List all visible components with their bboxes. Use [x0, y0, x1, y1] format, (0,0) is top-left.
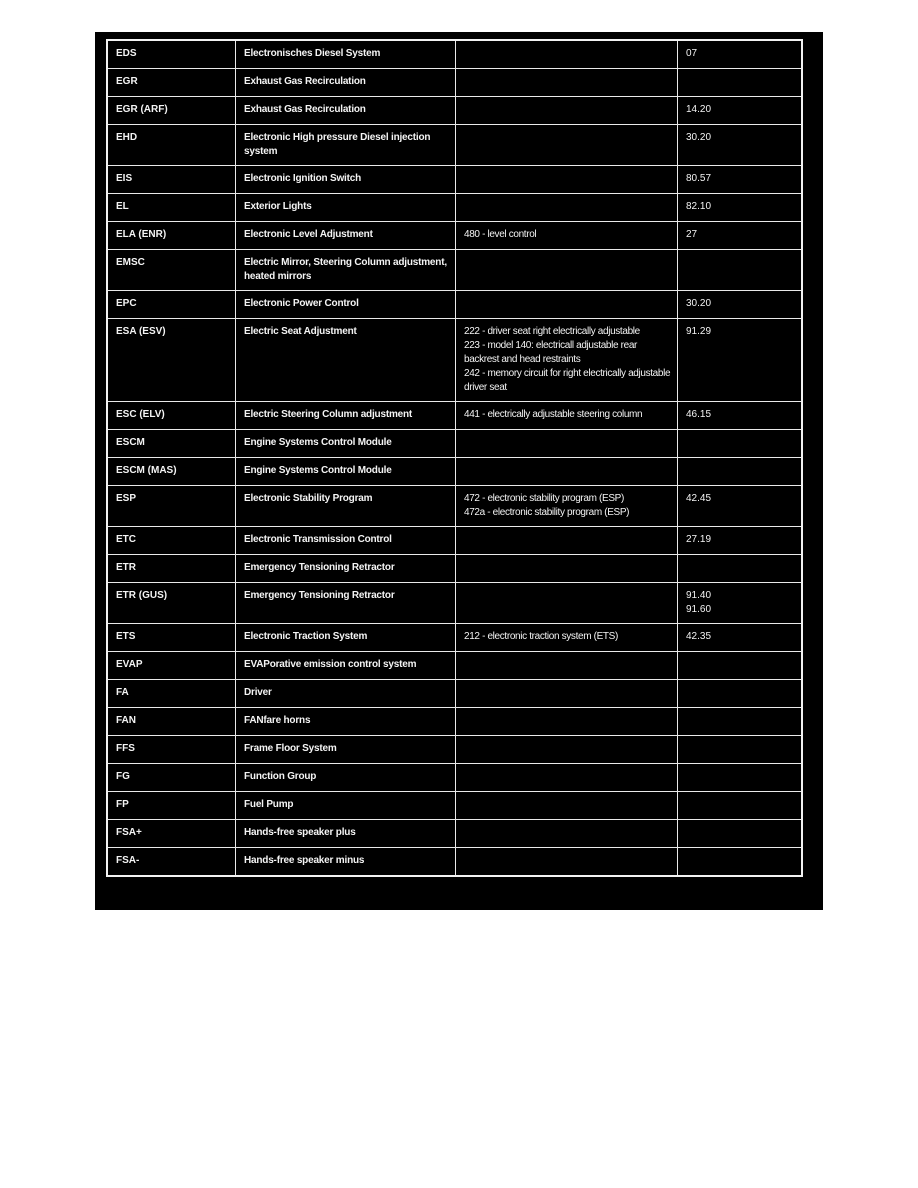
description-cell: Electric Mirror, Steering Column adjustment, heated mirrors: [236, 250, 456, 290]
table-row: [108, 166, 801, 194]
abbreviation-cell: FAN: [108, 708, 236, 735]
details-cell: [456, 458, 678, 485]
table-row: [108, 194, 801, 222]
group-number-cell: [678, 792, 801, 819]
group-number-cell: [678, 319, 801, 401]
description-cell: Electronic Power Control: [236, 291, 456, 318]
table-row: [108, 222, 801, 250]
description-cell: EVAPorative emission control system: [236, 652, 456, 679]
group-number-cell: [678, 764, 801, 791]
table-row: [108, 764, 801, 792]
group-number-cell: [678, 527, 801, 554]
details-cell: [456, 97, 678, 124]
table-row: [108, 652, 801, 680]
table-row: [108, 583, 801, 624]
group-number-cell: [678, 458, 801, 485]
abbreviation-cell: ESCM (MAS): [108, 458, 236, 485]
description-cell: Driver: [236, 680, 456, 707]
table-row: [108, 125, 801, 166]
details-cell: [456, 402, 678, 429]
group-number-line: 14.20: [686, 104, 712, 115]
group-number-cell: [678, 652, 801, 679]
details-cell: [456, 652, 678, 679]
details-cell: [456, 250, 678, 290]
group-number-line: 91.60: [686, 604, 712, 615]
details-cell: [456, 624, 678, 651]
description-cell: Function Group: [236, 764, 456, 791]
group-number-line: 46.15: [686, 409, 712, 420]
group-number-cell: [678, 125, 801, 165]
abbreviation-cell: ESA (ESV): [108, 319, 236, 401]
description-cell: Electric Steering Column adjustment: [236, 402, 456, 429]
details-cell: [456, 555, 678, 582]
table-row: [108, 291, 801, 319]
details-cell: [456, 820, 678, 847]
abbreviation-cell: EPC: [108, 291, 236, 318]
table-row: [108, 680, 801, 708]
table-row: [108, 402, 801, 430]
abbreviation-cell: ESP: [108, 486, 236, 526]
abbreviation-cell: EGR (ARF): [108, 97, 236, 124]
group-number-line: 07: [686, 48, 698, 59]
details-cell: [456, 166, 678, 193]
abbreviation-cell: ETC: [108, 527, 236, 554]
abbreviation-cell: EHD: [108, 125, 236, 165]
abbreviation-cell: FSA+: [108, 820, 236, 847]
table-row: [108, 624, 801, 652]
table-row: [108, 736, 801, 764]
group-number-line: 91.29: [686, 326, 712, 337]
table-row: [108, 848, 801, 875]
group-number-cell: [678, 402, 801, 429]
group-number-cell: [678, 69, 801, 96]
description-cell: Engine Systems Control Module: [236, 458, 456, 485]
table-row: [108, 792, 801, 820]
details-cell: [456, 41, 678, 68]
description-cell: Exterior Lights: [236, 194, 456, 221]
group-number-line: 27: [686, 229, 698, 240]
table-row: [108, 486, 801, 527]
details-cell: [456, 764, 678, 791]
group-number-line: 42.35: [686, 631, 712, 642]
group-number-cell: [678, 41, 801, 68]
description-cell: Exhaust Gas Recirculation: [236, 69, 456, 96]
table-row: [108, 430, 801, 458]
group-number-cell: [678, 222, 801, 249]
details-cell: [456, 848, 678, 875]
group-number-cell: [678, 680, 801, 707]
description-cell: Fuel Pump: [236, 792, 456, 819]
details-cell: [456, 430, 678, 457]
group-number-cell: [678, 848, 801, 875]
group-number-cell: [678, 166, 801, 193]
group-number-cell: [678, 250, 801, 290]
table-row: [108, 69, 801, 97]
abbreviation-cell: EGR: [108, 69, 236, 96]
group-number-cell: [678, 194, 801, 221]
description-cell: Electronic High pressure Diesel injection system: [236, 125, 456, 165]
group-number-line: 27.19: [686, 534, 712, 545]
details-cell: [456, 792, 678, 819]
abbreviation-cell: ELA (ENR): [108, 222, 236, 249]
details-cell: [456, 736, 678, 763]
description-cell: Emergency Tensioning Retractor: [236, 555, 456, 582]
detail-line: 472 - electronic stability program (ESP): [464, 493, 624, 504]
table-row: [108, 319, 801, 402]
description-cell: Electronic Stability Program: [236, 486, 456, 526]
table-row: [108, 555, 801, 583]
detail-line: 212 - electronic traction system (ETS): [464, 631, 618, 642]
abbreviation-cell: FP: [108, 792, 236, 819]
abbreviation-cell: ETR (GUS): [108, 583, 236, 623]
group-number-cell: [678, 736, 801, 763]
table-row: [108, 41, 801, 69]
description-cell: Engine Systems Control Module: [236, 430, 456, 457]
group-number-line: 42.45: [686, 493, 712, 504]
detail-line: 480 - level control: [464, 229, 537, 240]
group-number-cell: [678, 820, 801, 847]
table-row: [108, 708, 801, 736]
detail-line: 242 - memory circuit for right electrically adjustable driver seat: [464, 368, 671, 393]
abbreviation-cell: ESC (ELV): [108, 402, 236, 429]
group-number-cell: [678, 486, 801, 526]
group-number-line: 30.20: [686, 132, 712, 143]
scanned-page-region: [95, 32, 823, 910]
detail-line: 472a - electronic stability program (ESP): [464, 507, 630, 518]
details-cell: [456, 222, 678, 249]
group-number-cell: [678, 555, 801, 582]
abbreviation-cell: EMSC: [108, 250, 236, 290]
details-cell: [456, 486, 678, 526]
group-number-cell: [678, 97, 801, 124]
abbreviation-cell: EDS: [108, 41, 236, 68]
table-row: [108, 458, 801, 486]
abbreviation-cell: ETR: [108, 555, 236, 582]
description-cell: Hands-free speaker plus: [236, 820, 456, 847]
abbreviation-cell: FA: [108, 680, 236, 707]
abbreviation-cell: FG: [108, 764, 236, 791]
description-cell: Electronic Level Adjustment: [236, 222, 456, 249]
description-cell: FANfare horns: [236, 708, 456, 735]
details-cell: [456, 291, 678, 318]
abbreviation-table: [106, 39, 803, 877]
abbreviation-cell: EIS: [108, 166, 236, 193]
description-cell: Electronic Traction System: [236, 624, 456, 651]
abbreviation-cell: EVAP: [108, 652, 236, 679]
group-number-cell: [678, 708, 801, 735]
details-cell: [456, 319, 678, 401]
group-number-cell: [678, 430, 801, 457]
table-row: [108, 820, 801, 848]
description-cell: Electronic Ignition Switch: [236, 166, 456, 193]
details-cell: [456, 194, 678, 221]
abbreviation-cell: EL: [108, 194, 236, 221]
description-cell: Exhaust Gas Recirculation: [236, 97, 456, 124]
group-number-line: 80.57: [686, 173, 712, 184]
description-cell: Hands-free speaker minus: [236, 848, 456, 875]
group-number-line: 82.10: [686, 201, 712, 212]
detail-line: 223 - model 140: electricall adjustable rear backrest and head restraints: [464, 340, 638, 365]
details-cell: [456, 680, 678, 707]
group-number-line: 30.20: [686, 298, 712, 309]
group-number-cell: [678, 583, 801, 623]
description-cell: Frame Floor System: [236, 736, 456, 763]
detail-line: 441 - electrically adjustable steering column: [464, 409, 643, 420]
group-number-cell: [678, 291, 801, 318]
description-cell: Electric Seat Adjustment: [236, 319, 456, 401]
table-row: [108, 527, 801, 555]
detail-line: 222 - driver seat right electrically adjustable: [464, 326, 640, 337]
details-cell: [456, 69, 678, 96]
details-cell: [456, 125, 678, 165]
description-cell: Electronic Transmission Control: [236, 527, 456, 554]
details-cell: [456, 527, 678, 554]
details-cell: [456, 583, 678, 623]
details-cell: [456, 708, 678, 735]
abbreviation-cell: ESCM: [108, 430, 236, 457]
abbreviation-cell: FSA-: [108, 848, 236, 875]
group-number-cell: [678, 624, 801, 651]
abbreviation-cell: FFS: [108, 736, 236, 763]
abbreviation-cell: ETS: [108, 624, 236, 651]
group-number-line: 91.40: [686, 590, 712, 601]
table-row: [108, 250, 801, 291]
table-row: [108, 97, 801, 125]
description-cell: Electronisches Diesel System: [236, 41, 456, 68]
description-cell: Emergency Tensioning Retractor: [236, 583, 456, 623]
